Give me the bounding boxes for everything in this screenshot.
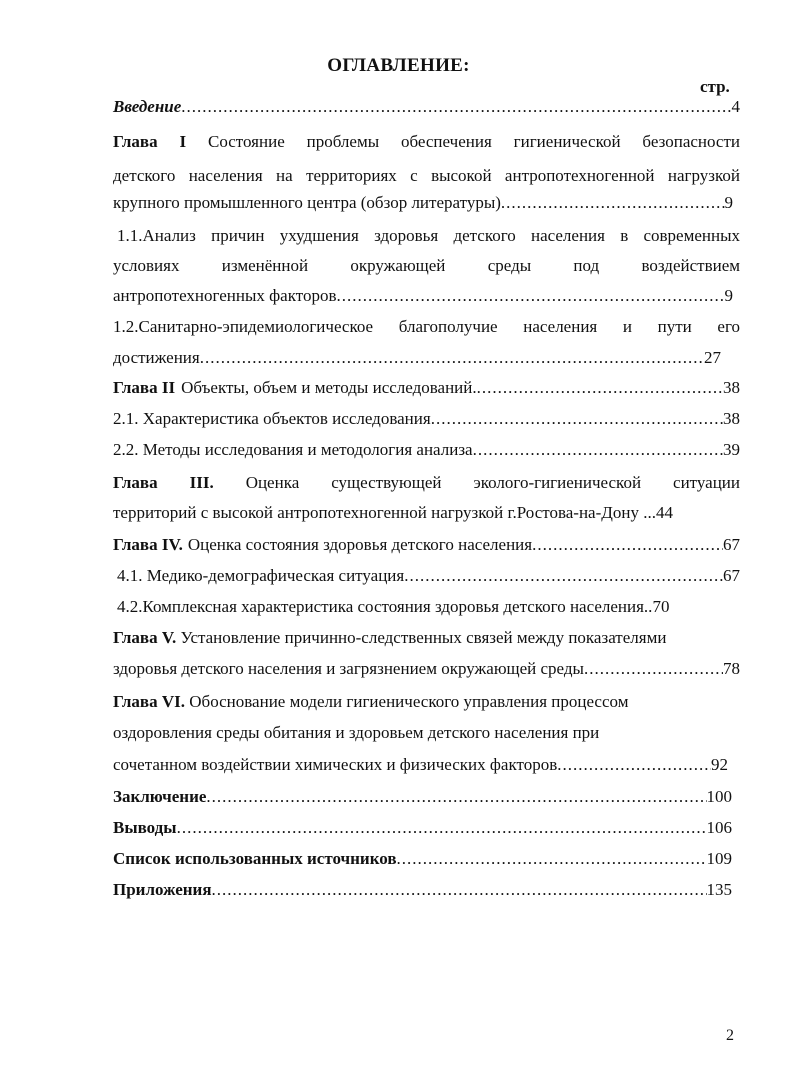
toc-entry-ch4[interactable] bbox=[113, 535, 740, 555]
leader-dots bbox=[431, 409, 723, 429]
toc-s21-text: 2.1. Характеристика объектов исследования bbox=[113, 409, 431, 428]
toc-s11-page: 9 bbox=[724, 286, 733, 305]
toc-entry-ch6-line1[interactable] bbox=[113, 692, 628, 712]
toc-ch3-text1: Оценка существующей эколого-гигиенической ситуации bbox=[245, 473, 740, 492]
toc-s12-page: 27 bbox=[704, 348, 721, 367]
toc-ch2-label: Глава II bbox=[113, 378, 176, 397]
page-number: 2 bbox=[726, 1027, 734, 1044]
toc-references-label: Список использованных источников bbox=[113, 849, 397, 868]
toc-s12-text1[interactable]: 1.2.Санитарно-эпидемиологическое благополучие населения и пути его bbox=[113, 317, 740, 336]
toc-ch6-page: 92 bbox=[711, 755, 728, 774]
toc-ch5-text2: здоровья детского населения и загрязнением окружающей среды bbox=[113, 659, 584, 678]
toc-entry-ch5-line2[interactable] bbox=[113, 659, 740, 679]
toc-s12-text2: достижения bbox=[113, 348, 200, 367]
toc-entry-ch3-line2[interactable] bbox=[113, 503, 740, 523]
leader-dots bbox=[181, 97, 731, 117]
toc-s42-text: 4.2.Комплексная характеристика состояния здоровья детского населения.. bbox=[117, 597, 653, 616]
toc-s11-text3: антропотехногенных факторов bbox=[113, 286, 337, 305]
toc-conclusion-label: Заключение bbox=[113, 787, 207, 806]
toc-ch3-text2: территорий с высокой антропотехногенной нагрузкой г.Ростова-на-Дону ... bbox=[113, 503, 656, 522]
toc-s11-text1[interactable]: 1.1.Анализ причин ухудшения здоровья детского населения в современных bbox=[117, 226, 740, 245]
toc-ch4-label: Глава IV. bbox=[113, 535, 183, 554]
toc-ch5-label: Глава V. bbox=[113, 628, 177, 647]
toc-intro-label: Введение bbox=[113, 97, 182, 116]
toc-entry-s41[interactable] bbox=[117, 566, 740, 586]
toc-conclusion-page: 100 bbox=[706, 787, 732, 806]
leader-dots bbox=[200, 348, 704, 368]
leader-dots bbox=[337, 286, 725, 306]
leader-dots bbox=[584, 659, 723, 679]
toc-entry-s11-line3[interactable] bbox=[113, 286, 733, 306]
toc-ch2-page: 38 bbox=[723, 378, 740, 397]
toc-ch5-text1: Установление причинно-следственных связей между показателями bbox=[180, 628, 667, 647]
toc-ch6-text3: сочетанном воздействии химических и физических факторов bbox=[113, 755, 558, 774]
leader-dots bbox=[177, 818, 707, 838]
toc-entry-ch6-line3[interactable] bbox=[113, 755, 728, 775]
toc-appendices-page: 135 bbox=[706, 880, 732, 899]
toc-ch4-page: 67 bbox=[723, 535, 740, 554]
toc-entry-ch1-line1[interactable] bbox=[113, 132, 740, 152]
leader-dots bbox=[532, 535, 723, 555]
toc-s42-page: 70 bbox=[652, 597, 670, 616]
leader-dots bbox=[397, 849, 707, 869]
toc-entry-ch5-line1[interactable] bbox=[113, 628, 666, 648]
toc-ch6-label: Глава VI. bbox=[113, 692, 186, 711]
leader-dots bbox=[477, 378, 723, 398]
toc-ch5-page: 78 bbox=[723, 659, 740, 678]
toc-ch1-label: Глава I bbox=[113, 132, 187, 151]
toc-ch3-label: Глава III. bbox=[113, 473, 214, 492]
toc-ch1-page: 9 bbox=[724, 193, 733, 212]
toc-ch1-text1: Состояние проблемы обеспечения гигиенической безопасности bbox=[207, 132, 741, 151]
leader-dots bbox=[557, 755, 711, 775]
toc-entry-conclusion[interactable] bbox=[113, 787, 732, 807]
toc-entry-ch2[interactable] bbox=[113, 378, 740, 398]
toc-title: ОГЛАВЛЕНИЕ: bbox=[327, 55, 470, 76]
toc-ch6-text2: оздоровления среды обитания и здоровьем детского населения при bbox=[113, 723, 600, 742]
toc-entry-s22[interactable] bbox=[113, 440, 740, 460]
leader-dots bbox=[404, 566, 723, 586]
toc-s41-page: 67 bbox=[723, 566, 740, 585]
toc-entry-references[interactable] bbox=[113, 849, 732, 869]
leader-dots bbox=[473, 440, 723, 460]
toc-findings-page: 106 bbox=[706, 818, 732, 837]
toc-entry-s12-line2[interactable] bbox=[113, 348, 721, 368]
leader-dots bbox=[501, 193, 725, 213]
toc-ch3-page: 44 bbox=[655, 503, 673, 522]
leader-dots bbox=[212, 880, 707, 900]
toc-ch1-text2: детского населения на территориях с высокой антропотехногенной нагрузкой bbox=[113, 166, 740, 185]
toc-ch1-text3: крупного промышленного центра (обзор литературы) bbox=[113, 193, 501, 212]
toc-entry-intro[interactable] bbox=[113, 97, 740, 117]
toc-findings-label: Выводы bbox=[113, 818, 177, 837]
page-column-label: стр. bbox=[700, 77, 730, 96]
toc-entry-appendices[interactable] bbox=[113, 880, 732, 900]
toc-s21-page: 38 bbox=[723, 409, 740, 428]
toc-s22-page: 39 bbox=[723, 440, 740, 459]
toc-entry-s42[interactable] bbox=[117, 597, 740, 617]
leader-dots bbox=[206, 787, 706, 807]
toc-references-page: 109 bbox=[706, 849, 732, 868]
toc-intro-page: 4 bbox=[731, 97, 740, 116]
toc-entry-s21[interactable] bbox=[113, 409, 740, 429]
toc-s11-text2: условиях изменённой окружающей среды под воздействием bbox=[113, 256, 740, 275]
toc-entry-ch1-line3[interactable] bbox=[113, 193, 733, 213]
toc-s41-text: 4.1. Медико-демографическая ситуация bbox=[117, 566, 405, 585]
toc-s22-text: 2.2. Методы исследования и методология анализа bbox=[113, 440, 473, 459]
toc-ch2-text: Объекты, объем и методы исследований. bbox=[181, 378, 477, 397]
toc-entry-ch3-line1[interactable] bbox=[113, 473, 740, 493]
toc-ch6-text1: Обоснование модели гигиенического управления процессом bbox=[189, 692, 629, 711]
toc-entry-findings[interactable] bbox=[113, 818, 732, 838]
toc-appendices-label: Приложения bbox=[113, 880, 212, 899]
toc-ch4-text: Оценка состояния здоровья детского населения bbox=[187, 535, 533, 554]
